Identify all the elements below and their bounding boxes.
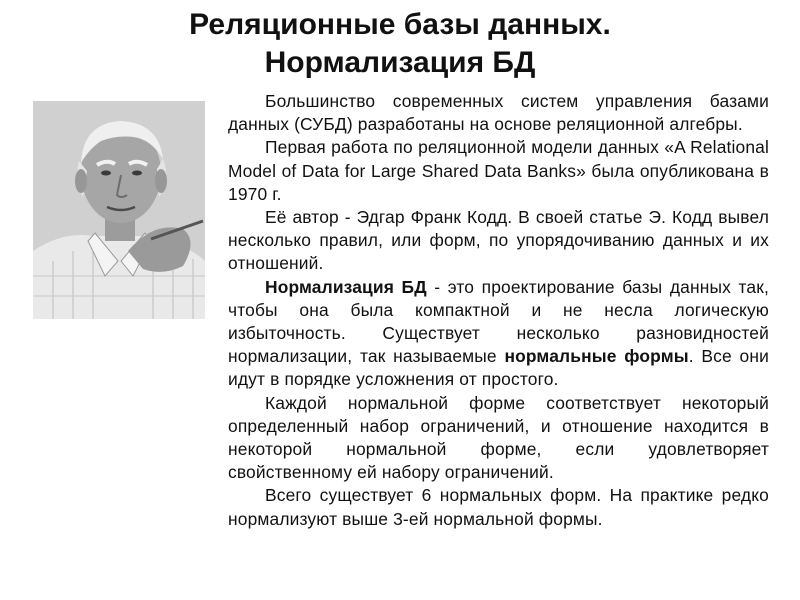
paragraph-6: Всего существует 6 нормальных форм. На практике редко нормализуют выше 3-ей нормальной формы. [228, 485, 769, 529]
paragraph-5: Каждой нормальной форме соответствует некоторый определенный набор ограничений, и отношение находится в некоторой нормальной форме, если удовлетворяет свойственному ей набору ограничений. [228, 392, 769, 483]
paragraph-2: Первая работа по реляционной модели данных «A Relational Model of Data for Large Shared Data Banks» была опубликована в 1970 г. [228, 137, 769, 204]
page-title [0, 6, 800, 82]
portrait-illustration [33, 101, 205, 319]
body-text [228, 90, 769, 531]
paragraph-3: Её автор - Эдгар Франк Кодд. В своей статье Э. Кодд вывел несколько правил, или форм, по упорядочиванию данных и их отношений. [228, 207, 769, 274]
codd-portrait-photo [33, 101, 205, 319]
term-normal-forms: нормальные формы [504, 346, 689, 367]
paragraph-4-text-1: - это проектирование базы данных так, чтобы она была компактной и не несла логическую избыточность. Существует несколько разновидностей нормализации, так называемые [228, 276, 769, 367]
title-line-2: Нормализация БД [264, 46, 536, 79]
term-normalization: Нормализация БД [265, 276, 427, 297]
paragraph-1: Большинство современных систем управления базами данных (СУБД) разработаны на основе реляционной алгебры. [228, 91, 769, 135]
title-line-1: Реляционные базы данных. [189, 8, 611, 41]
paragraph-4-text-2: . Все они идут в порядке усложнения от простого. [228, 346, 769, 390]
paragraph-4 [228, 276, 769, 392]
